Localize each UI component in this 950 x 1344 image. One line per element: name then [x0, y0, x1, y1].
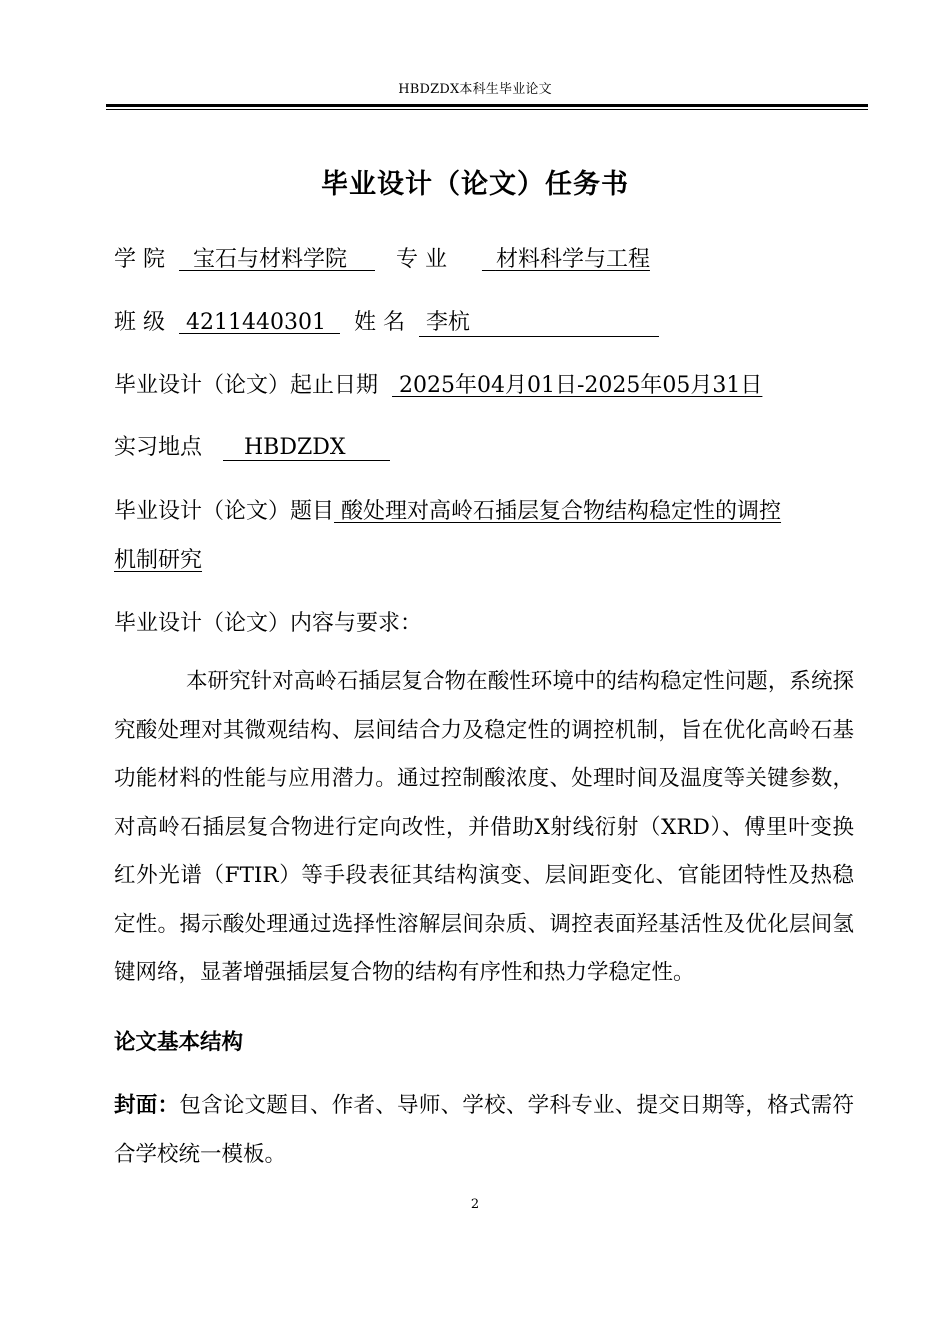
- running-header: HBDZDX本科生毕业论文: [398, 82, 552, 97]
- header-rule-thin: [106, 109, 868, 110]
- class-label: 班 级: [114, 310, 165, 335]
- document-title: 毕业设计（论文）任务书: [321, 169, 629, 200]
- location-value: HBDZDX: [223, 435, 390, 461]
- cover-item: [114, 1082, 854, 1179]
- requirements-paragraph: 本研究针对高岭石插层复合物在酸性环境中的结构稳定性问题，系统探究酸处理对其微观结构、层间结合力及稳定性的调控机制，旨在优化高岭石基功能材料的性能与应用潜力。通过控制酸浓度、处理时间及温度等关键参数，对高岭石插层复合物进行定向改性，并借助X射线衍射（XRD）、傅里叶变换红外光谱（FTIR）等手段表征其结构演变、层间距变化、官能团特性及热稳定性。揭示酸处理通过选择性溶解层间杂质、调控表面羟基活性及优化层间氢键网络，显著增强插层复合物的结构有序性和热力学稳定性。: [114, 669, 854, 985]
- major-label: 专 业: [395, 247, 447, 272]
- class-name-row: [114, 305, 659, 337]
- topic-value-line1: 酸处理对高岭石插层复合物结构稳定性的调控: [341, 499, 782, 524]
- topic-row: [114, 494, 781, 525]
- college-label: 学 院: [114, 247, 165, 272]
- college-major-row: [114, 242, 650, 273]
- page-number: 2: [470, 1197, 480, 1212]
- class-value: 4211440301: [186, 310, 326, 335]
- requirements-label: 毕业设计（论文）内容与要求：: [114, 611, 423, 636]
- header-rule-thick: [106, 104, 868, 107]
- dates-row: [114, 368, 762, 399]
- college-value: 宝石与材料学院: [193, 247, 348, 272]
- cover-text: 包含论文题目、作者、导师、学校、学科专业、提交日期等，格式需符合学校统一模板。: [114, 1093, 854, 1167]
- topic-row-continued: [114, 543, 202, 574]
- structure-heading: 论文基本结构: [114, 1030, 244, 1055]
- topic-value-line2: 机制研究: [114, 548, 203, 573]
- name-label: 姓 名: [353, 310, 405, 335]
- topic-label: 毕业设计（论文）题目: [114, 499, 335, 524]
- location-row: [114, 430, 390, 461]
- location-label: 实习地点: [114, 435, 203, 460]
- major-value: 材料科学与工程: [495, 247, 650, 272]
- dates-value: 2025年04月01日-2025年05月31日: [399, 373, 763, 398]
- name-value: 李杭: [419, 305, 659, 337]
- cover-label: 封面：: [114, 1093, 180, 1118]
- dates-label: 毕业设计（论文）起止日期: [114, 373, 379, 398]
